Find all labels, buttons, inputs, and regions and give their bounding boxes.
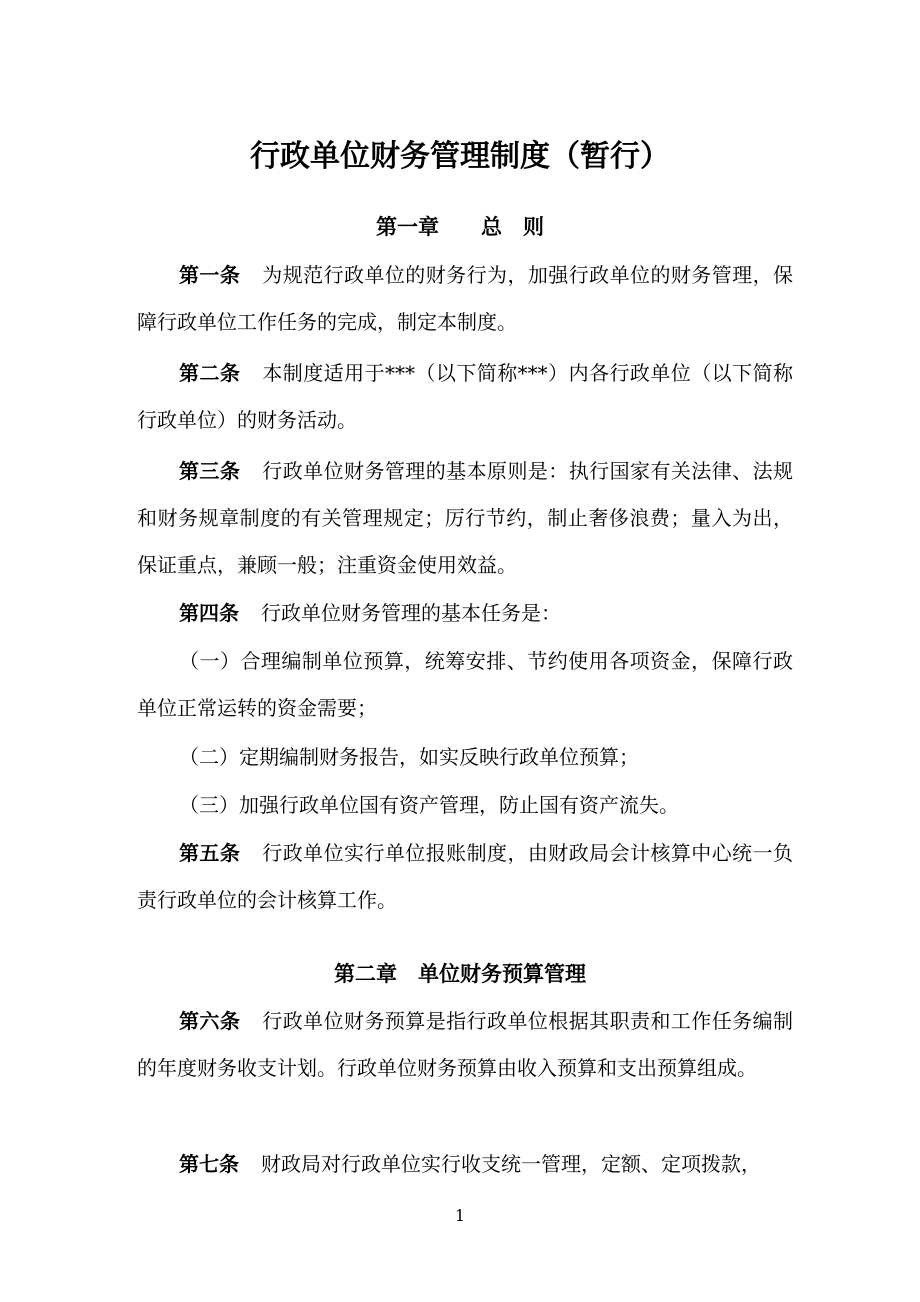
- article-label: 第五条: [179, 841, 241, 865]
- article-4-item-1: （一）合理编制单位预算，统筹安排、节约使用各项资金，保障行政单位正常运转的资金需要；: [137, 649, 793, 720]
- article-text: 行政单位财务管理的基本任务是：: [261, 601, 561, 625]
- article-text: 行政单位财务预算是指行政单位根据其职责和工作任务编制的年度财务收支计划。行政单位财务预算由收入预算和支出预算组成。: [137, 1009, 794, 1080]
- article-4: [137, 590, 793, 637]
- chapter-2-heading: 第二章 单位财务预算管理: [334, 962, 586, 986]
- article-7: [137, 1141, 793, 1188]
- article-1: [137, 252, 793, 346]
- article-label: 第四条: [179, 601, 239, 625]
- article-text: 行政单位财务管理的基本原则是：执行国家有关法律、法规和财务规章制度的有关管理规定；厉行节约，制止奢侈浪费；量入为出，保证重点，兼顾一般；注重资金使用效益。: [137, 459, 794, 577]
- article-label: 第二条: [179, 361, 241, 385]
- article-6: [137, 998, 793, 1092]
- chapter-1-heading: 第一章 总 则: [376, 215, 544, 239]
- article-2: [137, 350, 793, 444]
- article-3: [137, 448, 793, 589]
- article-text: 行政单位实行单位报账制度，由财政局会计核算中心统一负责行政单位的会计核算工作。: [137, 841, 794, 912]
- article-text: 财政局对行政单位实行收支统一管理，定额、定项拨款，: [261, 1152, 761, 1176]
- page-number: 1: [454, 1206, 466, 1225]
- article-4-item-3: （三）加强行政单位国有资产管理，防止国有资产流失。: [179, 793, 679, 817]
- article-text: 本制度适用于***（以下简称***）内各行政单位（以下简称行政单位）的财务活动。: [137, 361, 794, 432]
- article-text: 为规范行政单位的财务行为，加强行政单位的财务管理，保障行政单位工作任务的完成，制定本制度。: [137, 263, 794, 334]
- article-label: 第三条: [179, 459, 241, 483]
- article-label: 第一条: [179, 263, 241, 287]
- article-5: [137, 830, 793, 924]
- article-label: 第七条: [179, 1152, 239, 1176]
- article-label: 第六条: [179, 1009, 241, 1033]
- document-title: 行政单位财务管理制度（暂行）: [250, 139, 670, 174]
- article-4-item-2: （二）定期编制财务报告，如实反映行政单位预算；: [179, 745, 639, 769]
